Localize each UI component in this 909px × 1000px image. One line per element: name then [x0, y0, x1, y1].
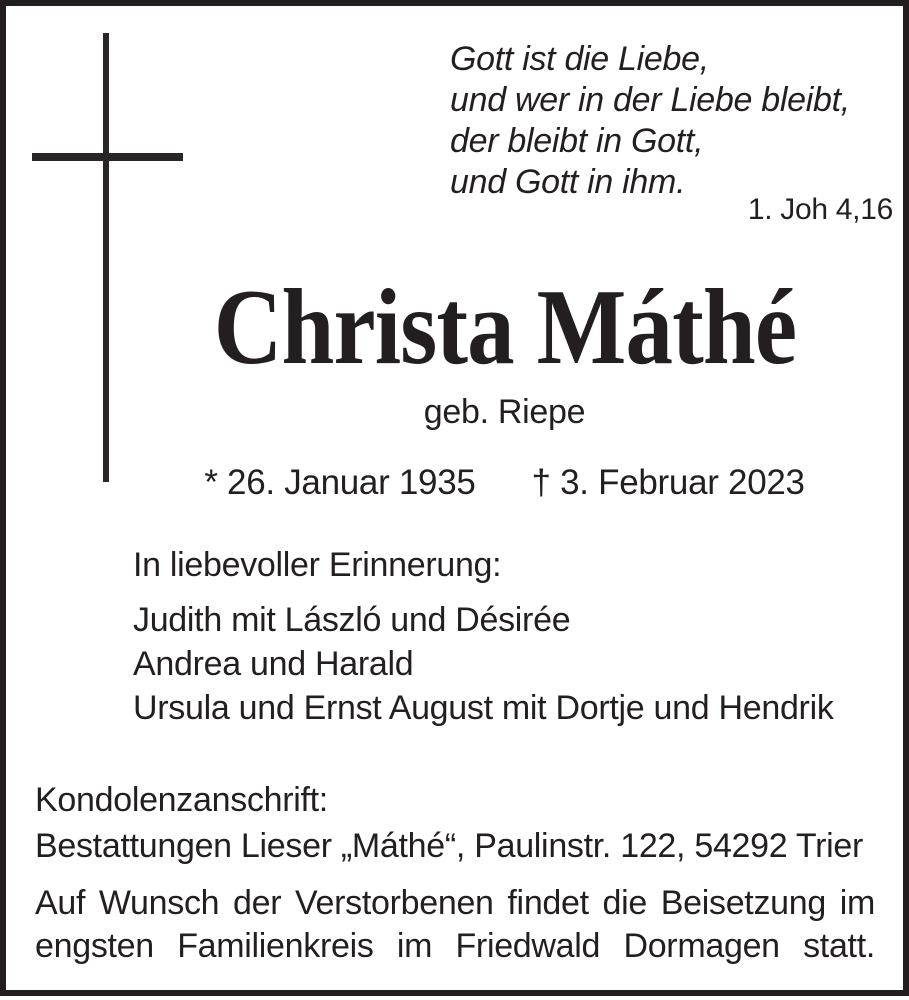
- quote-line: Gott ist die Liebe,: [450, 40, 709, 78]
- cross-horizontal-bar: [32, 153, 183, 161]
- quote-line: der bleibt in Gott,: [450, 122, 704, 160]
- mourners-list: [133, 598, 834, 730]
- deceased-name-text: Christa Máthé: [213, 268, 796, 387]
- scripture-quote: [450, 39, 896, 203]
- maiden-name: geb. Riepe: [423, 393, 586, 431]
- memorial-intro: In liebevoller Erinnerung:: [133, 546, 502, 584]
- mourner-line: Ursula und Ernst August mit Dortje und Hendrik: [133, 689, 834, 727]
- funeral-note: [35, 882, 875, 968]
- funeral-note-line: engsten Familienkreis im Friedwald Dormagen statt.: [35, 927, 875, 965]
- birth-date: * 26. Januar 1935: [204, 463, 476, 502]
- verse-reference: 1. Joh 4,16: [747, 193, 893, 226]
- deceased-name: [110, 268, 899, 387]
- condolence-address: Bestattungen Lieser „Máthé“, Paulinstr. 122, 54292 Trier: [35, 827, 864, 865]
- quote-line: und Gott in ihm.: [450, 163, 686, 201]
- mourner-line: Andrea und Harald: [133, 645, 414, 683]
- life-dates: [110, 462, 899, 503]
- funeral-note-line: Auf Wunsch der Verstorbenen findet die Beisetzung im: [35, 884, 875, 922]
- mourner-line: Judith mit László und Désirée: [133, 601, 571, 639]
- death-date: † 3. Februar 2023: [531, 463, 805, 502]
- condolence-block: [35, 777, 863, 869]
- condolence-label: Kondolenzanschrift:: [35, 781, 328, 819]
- quote-line: und wer in der Liebe bleibt,: [450, 81, 850, 119]
- cross-vertical-bar: [103, 33, 109, 482]
